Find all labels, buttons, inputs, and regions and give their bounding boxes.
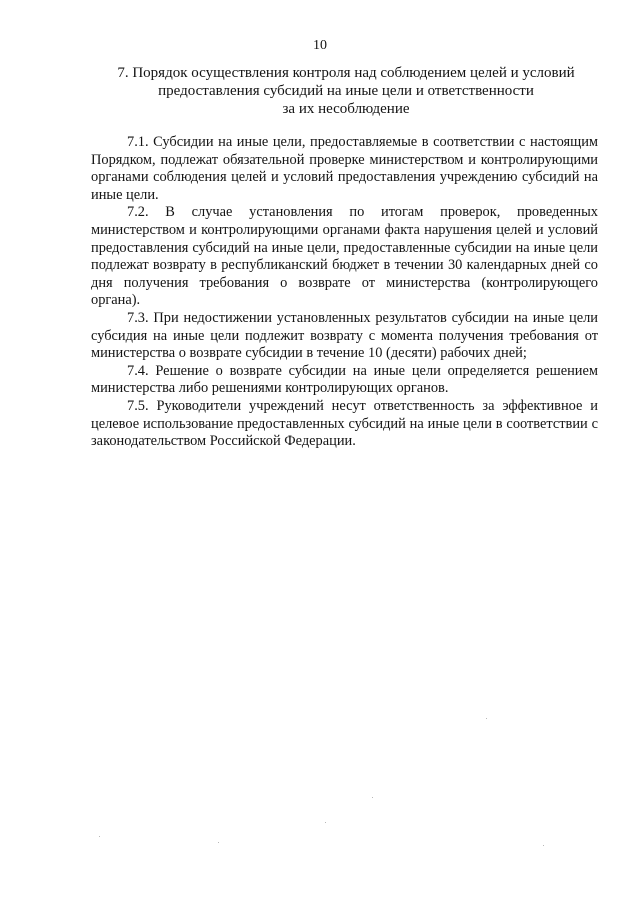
page-number: 10 [313, 38, 327, 53]
scan-speck [486, 718, 487, 719]
scan-speck [218, 842, 219, 843]
scan-speck [325, 822, 326, 823]
section-title-line-1: 7. Порядок осуществления контроля над соблюдением целей и условий [117, 65, 575, 81]
section-title-line-3: за их несоблюдение [282, 101, 410, 117]
section-body [91, 134, 598, 451]
scan-speck [99, 836, 100, 837]
paragraph-7-4: 7.4. Решение о возврате субсидии на иные цели определяется решением министерства либо решениями контролирующих органов. [91, 362, 598, 397]
section-title [95, 64, 597, 118]
paragraph-7-1: 7.1. Субсидии на иные цели, предоставляемые в соответствии с настоящим Порядком, подлежат обязательной проверке министерством и контролирующими органами соблюдения целей и условий предоставления учреждению субсидий на иные цели. [91, 134, 598, 203]
scan-speck [543, 845, 544, 846]
paragraph-7-3: 7.3. При недостижении установленных результатов субсидии на иные цели субсидия на иные цели подлежит возврату с момента получения требования от министерства о возврате субсидии в течение 10 (десяти) рабочих дней; [91, 309, 598, 362]
section-title-line-2: предоставления субсидий на иные цели и ответственности [158, 83, 534, 99]
paragraph-7-5: 7.5. Руководители учреждений несут ответственность за эффективное и целевое использование предоставленных субсидий на иные цели в соответствии с законодательством Российской Федерации. [91, 397, 598, 450]
scan-speck [372, 797, 373, 798]
paragraph-7-2: 7.2. В случае установления по итогам проверок, проведенных министерством и контролирующими органами факта нарушения целей и условий предоставления субсидий на иные цели, предоставленные субсидии на иные цели подлежат возврату в республиканский бюджет в течении 30 календарных дней со дня получения требования о возврате от министерства (контролирующего органа). [91, 204, 598, 309]
